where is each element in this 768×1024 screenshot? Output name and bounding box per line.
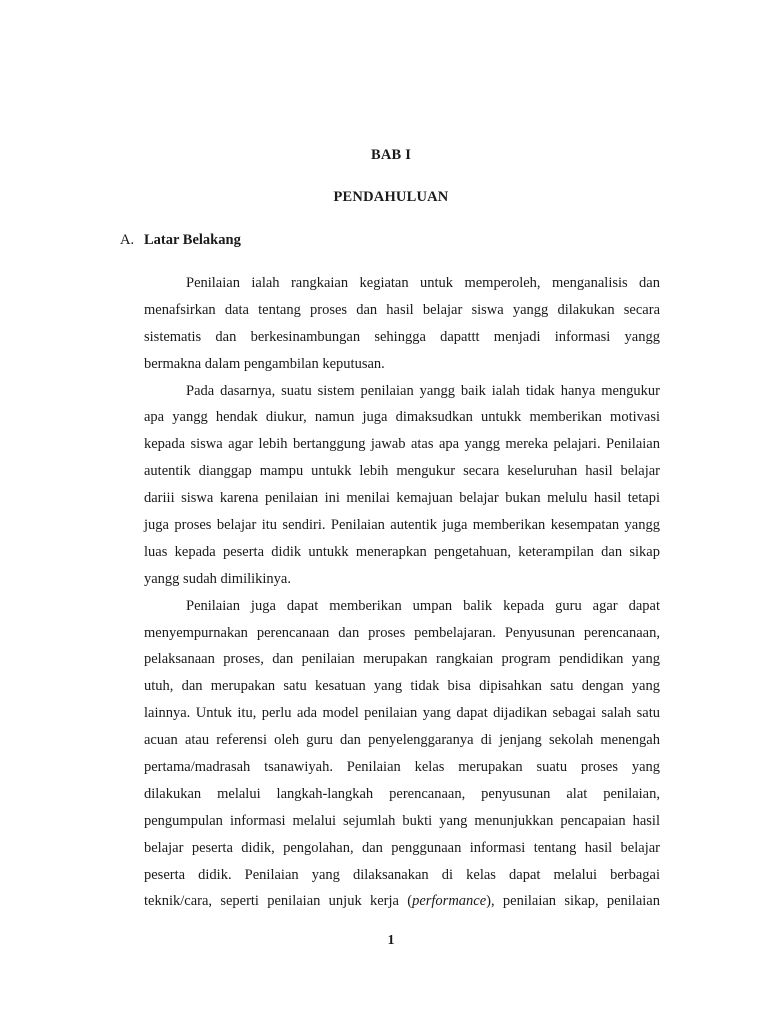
paragraph-line: sistematis dan berkesinambungan sehingga dapattt menjadi informasi yangg: [144, 328, 660, 345]
line-text: teknik/cara, seperti penilaian unjuk kerja (: [144, 893, 413, 910]
chapter-number: BAB I: [370, 147, 412, 163]
paragraph-line: belajar peserta didik, pengolahan, dan penggunaan informasi tentang hasil belajar: [144, 839, 660, 856]
paragraph-line: acuan atau referensi oleh guru dan penyelenggaranya di jenjang sekolah menengah: [144, 732, 660, 749]
paragraph-line: apa yangg hendak diukur, namun juga dimaksudkan untukk memberikan motivasi: [144, 409, 660, 426]
paragraph-line: Penilaian juga dapat memberikan umpan balik kepada guru agar dapat: [186, 597, 660, 614]
paragraph-line-last: [144, 888, 660, 915]
paragraph-line: dilakukan melalui langkah-langkah perencanaan, penyusunan alat penilaian,: [144, 785, 660, 802]
line-text: ), penilaian sikap, penilaian: [486, 893, 660, 910]
paragraph-line: utuh, dan merupakan satu kesatuan yang tidak bisa dipisahkan satu dengan yang: [144, 678, 660, 695]
paragraph-line: Pada dasarnya, suatu sistem penilaian yangg baik ialah tidak hanya mengukur: [186, 382, 660, 399]
section-letter: A.: [120, 232, 135, 248]
paragraph-line: kepada siswa agar lebih bertanggung jawab atas apa yangg mereka pelajari. Penilaian: [144, 436, 660, 453]
paragraph-line: juga proses belajar itu sendiri. Penilaian autentik juga memberikan kesempatan yangg: [144, 517, 660, 534]
paragraph-line: bermakna dalam pengambilan keputusan.: [144, 355, 385, 372]
italic-term: performance: [412, 893, 487, 910]
paragraph-line: menyempurnakan perencanaan dan proses pembelajaran. Penyusunan perencanaan,: [144, 624, 660, 641]
paragraph-line: yangg sudah dimilikinya.: [144, 570, 291, 587]
paragraph-line: luas kepada peserta didik untukk menerapkan pengetahuan, keterampilan dan sikap: [144, 543, 660, 560]
paragraph-line: menafsirkan data tentang proses dan hasil belajar siswa yangg dilakukan secara: [144, 301, 660, 318]
paragraph-line: lainnya. Untuk itu, perlu ada model penilaian yang dapat dijadikan sebagai salah satu: [144, 705, 660, 722]
paragraph-line: pertama/madrasah tsanawiyah. Penilaian kelas merupakan suatu proses yang: [144, 759, 660, 776]
paragraph-line: autentik dianggap mampu untukk lebih mengukur secara keseluruhan hasil belajar: [144, 463, 660, 480]
paragraph-line: pelaksanaan proses, dan penilaian merupakan rangkaian program pendidikan yang: [144, 651, 660, 668]
section-title: Latar Belakang: [144, 232, 241, 248]
paragraph-line: dariii siswa karena penilaian ini menilai kemajuan belajar bukan melulu hasil tetapi: [144, 490, 660, 507]
section-heading: [120, 232, 241, 249]
page-number: 1: [387, 933, 395, 948]
chapter-title: PENDAHULUAN: [333, 189, 449, 205]
paragraph-line: peserta didik. Penilaian yang dilaksanakan di kelas dapat melalui berbagai: [144, 866, 660, 883]
paragraph-line: pengumpulan informasi melalui sejumlah bukti yang menunjukkan pencapaian hasil: [144, 812, 660, 829]
body-text: [144, 270, 660, 915]
paragraph-line: Penilaian ialah rangkaian kegiatan untuk memperoleh, menganalisis dan: [186, 275, 660, 291]
